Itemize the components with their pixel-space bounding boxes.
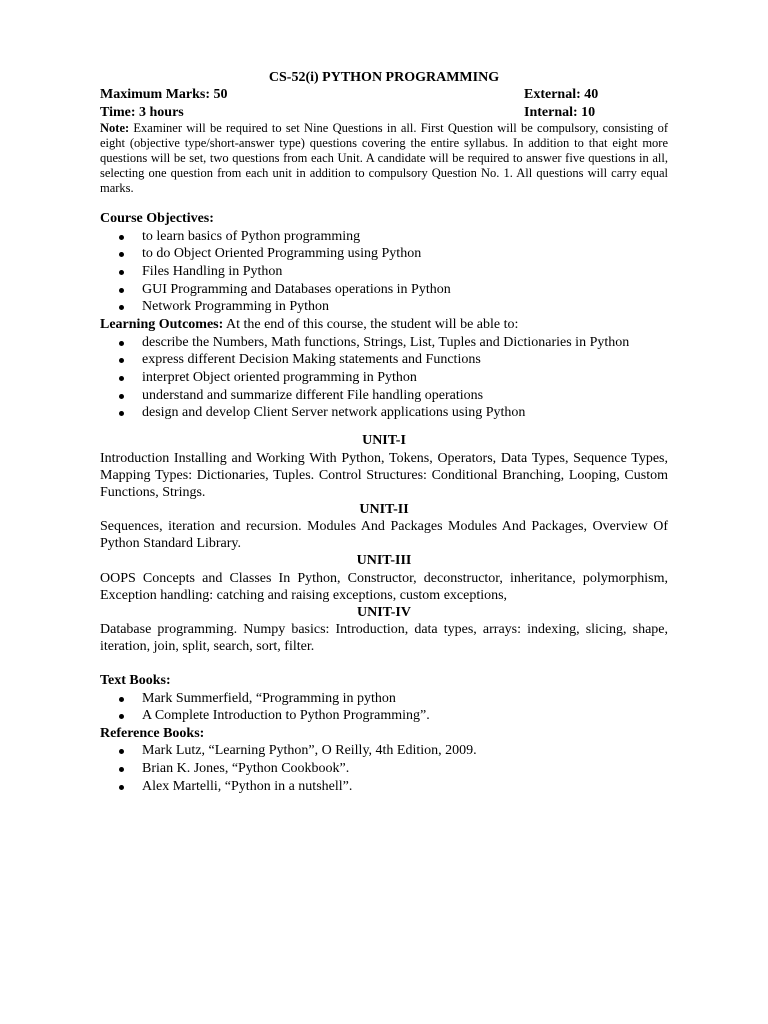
list-item: GUI Programming and Databases operations in Python <box>100 281 668 299</box>
external-marks: External: 40 <box>524 87 599 102</box>
bullet-icon <box>119 749 124 754</box>
learning-outcomes-line <box>100 316 668 334</box>
note-text: Examiner will be required to set Nine Questions in all. First Question will be compulsory, consisting of eight (objective type/short-answer type) questions covering the entire syllabus. In addition to that eight more questions will be set, two questions from each Unit. A candidate will be required to answer five questions in all, selecting one question from each unit in addition to compulsory Question No. 1. All questions will carry equal marks. <box>100 121 668 195</box>
list-item: Brian K. Jones, “Python Cookbook”. <box>100 760 668 778</box>
maximum-marks: Maximum Marks: 50 <box>100 87 228 102</box>
list-item: design and develop Client Server network applications using Python <box>100 404 668 422</box>
bullet-icon <box>119 305 124 310</box>
list-item: A Complete Introduction to Python Programming”. <box>100 707 668 725</box>
learning-outcomes-list <box>100 334 668 423</box>
marks-row <box>100 86 668 104</box>
internal-marks: Internal: 10 <box>524 104 596 120</box>
text-books-list <box>100 690 668 725</box>
list-item: Mark Lutz, “Learning Python”, O Reilly, 4th Edition, 2009. <box>100 742 668 760</box>
exam-time: Time: 3 hours <box>100 104 184 120</box>
bullet-icon <box>119 767 124 772</box>
list-item: interpret Object oriented programming in Python <box>100 369 668 387</box>
note-label: Note: <box>100 121 130 135</box>
reference-books-heading: Reference Books: <box>100 725 205 741</box>
learning-outcomes-heading: Learning Outcomes: <box>100 317 224 333</box>
syllabus-page <box>100 69 668 796</box>
learning-outcomes-intro: At the end of this course, the student will be able to: <box>223 317 519 333</box>
list-item: to learn basics of Python programming <box>100 228 668 246</box>
bullet-icon <box>119 358 124 363</box>
bullet-icon <box>119 376 124 381</box>
unit-4-content: Database programming. Numpy basics: Introduction, data types, arrays: indexing, slicing, shape, iteration, join, split, search, sort, filter. <box>100 622 668 655</box>
list-item: Network Programming in Python <box>100 298 668 316</box>
reference-books-list <box>100 742 668 795</box>
course-objectives-list <box>100 228 668 317</box>
bullet-icon <box>119 341 124 346</box>
bullet-icon <box>119 235 124 240</box>
unit-4-heading: UNIT-IV <box>357 604 411 620</box>
unit-2-heading: UNIT-II <box>359 501 409 517</box>
list-item: express different Decision Making statements and Functions <box>100 351 668 369</box>
course-objectives-heading: Course Objectives: <box>100 211 214 226</box>
bullet-icon <box>119 785 124 790</box>
bullet-icon <box>119 270 124 275</box>
time-row <box>100 104 668 122</box>
course-title: CS-52(i) PYTHON PROGRAMMING <box>268 70 500 85</box>
bullet-icon <box>119 288 124 293</box>
examiner-note <box>100 121 668 196</box>
bullet-icon <box>119 411 124 416</box>
bullet-icon <box>119 714 124 719</box>
unit-1-heading: UNIT-I <box>362 433 406 449</box>
bullet-icon <box>119 697 124 702</box>
list-item: Alex Martelli, “Python in a nutshell”. <box>100 778 668 796</box>
list-item: Files Handling in Python <box>100 263 668 281</box>
list-item: describe the Numbers, Math functions, Strings, List, Tuples and Dictionaries in Python <box>100 334 668 352</box>
list-item: understand and summarize different File handling operations <box>100 387 668 405</box>
unit-2-content: Sequences, iteration and recursion. Modules And Packages Modules And Packages, Overview Of Python Standard Library. <box>100 519 668 552</box>
bullet-icon <box>119 252 124 257</box>
unit-3-heading: UNIT-III <box>356 553 412 569</box>
list-item: Mark Summerfield, “Programming in python <box>100 690 668 708</box>
list-item: to do Object Oriented Programming using Python <box>100 245 668 263</box>
unit-1-content: Introduction Installing and Working With Python, Tokens, Operators, Data Types, Sequence Types, Mapping Types: Dictionaries, Tuples. Control Structures: Conditional Branching, Looping, Custom Functions, Strings. <box>100 450 668 500</box>
text-books-heading: Text Books: <box>100 673 171 689</box>
unit-3-content: OOPS Concepts and Classes In Python, Constructor, deconstructor, inheritance, polymorphism, Exception handling: catching and raising exceptions, custom exceptions, <box>100 570 668 603</box>
bullet-icon <box>119 394 124 399</box>
